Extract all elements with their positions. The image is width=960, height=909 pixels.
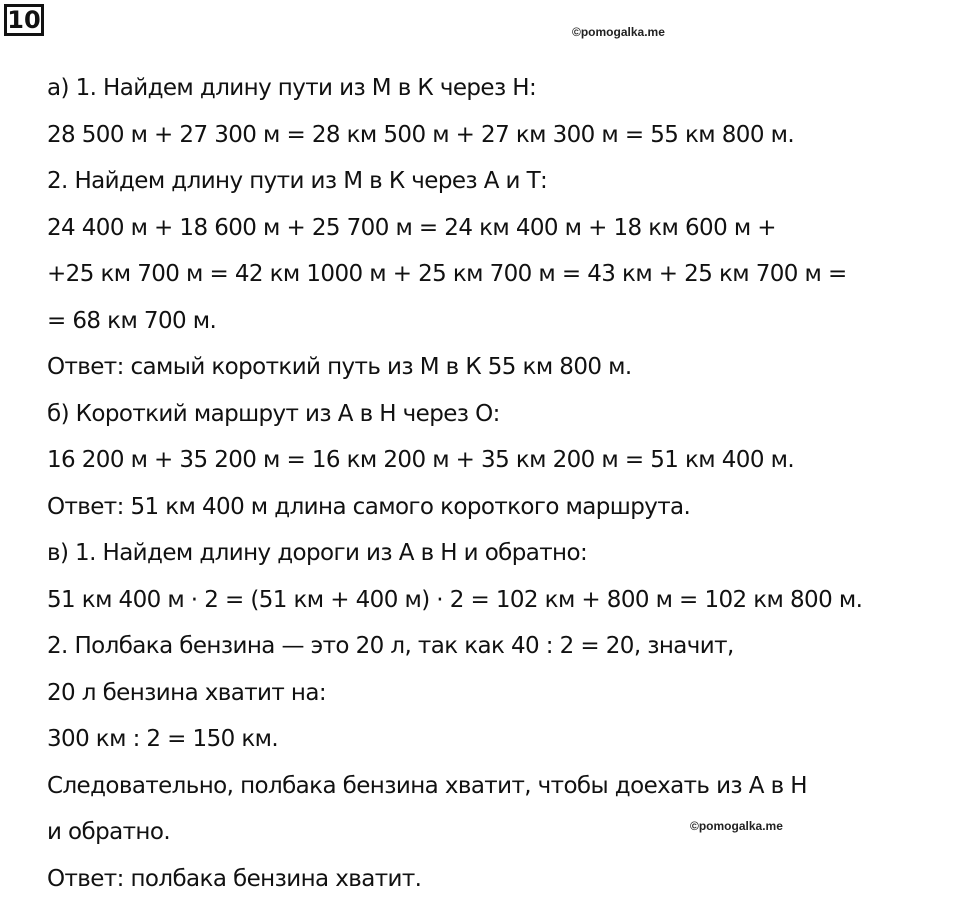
- answer-line: Ответ: полбака бензина хватит.: [47, 863, 959, 909]
- solution-line: 28 500 м + 27 300 м = 28 км 500 м + 27 км 300 м = 55 км 800 м.: [47, 119, 959, 166]
- solution-line: 24 400 м + 18 600 м + 25 700 м = 24 км 400 м + 18 км 600 м +: [47, 212, 959, 259]
- answer-line: Ответ: самый короткий путь из М в К 55 км 800 м.: [47, 351, 959, 398]
- watermark-bottom: ©pomogalka.me: [690, 819, 783, 833]
- solution-line: 300 км : 2 = 150 км.: [47, 723, 959, 770]
- solution-line: 20 л бензина хватит на:: [47, 677, 959, 724]
- solution-line: 16 200 м + 35 200 м = 16 км 200 м + 35 км 200 м = 51 км 400 м.: [47, 444, 959, 491]
- task-number-box: 10: [4, 4, 44, 36]
- solution-line: б) Короткий маршрут из А в Н через О:: [47, 398, 959, 445]
- solution-line: +25 км 700 м = 42 км 1000 м + 25 км 700 м = 43 км + 25 км 700 м =: [47, 258, 959, 305]
- solution-line: в) 1. Найдем длину дороги из А в Н и обратно:: [47, 537, 959, 584]
- solution-line: и обратно.: [47, 816, 959, 863]
- watermark-top: ©pomogalka.me: [572, 25, 665, 39]
- solution-line: = 68 км 700 м.: [47, 305, 959, 352]
- solution-line: 2. Найдем длину пути из М в К через А и Т:: [47, 165, 959, 212]
- answer-line: Ответ: 51 км 400 м длина самого короткого маршрута.: [47, 491, 959, 538]
- solution-line: 2. Полбака бензина — это 20 л, так как 40 : 2 = 20, значит,: [47, 630, 959, 677]
- solution-line: 51 км 400 м · 2 = (51 км + 400 м) · 2 = 102 км + 800 м = 102 км 800 м.: [47, 584, 959, 631]
- solution-line: Следовательно, полбака бензина хватит, чтобы доехать из А в Н: [47, 770, 959, 817]
- solution-text: [47, 72, 959, 909]
- solution-line: а) 1. Найдем длину пути из М в К через Н:: [47, 72, 959, 119]
